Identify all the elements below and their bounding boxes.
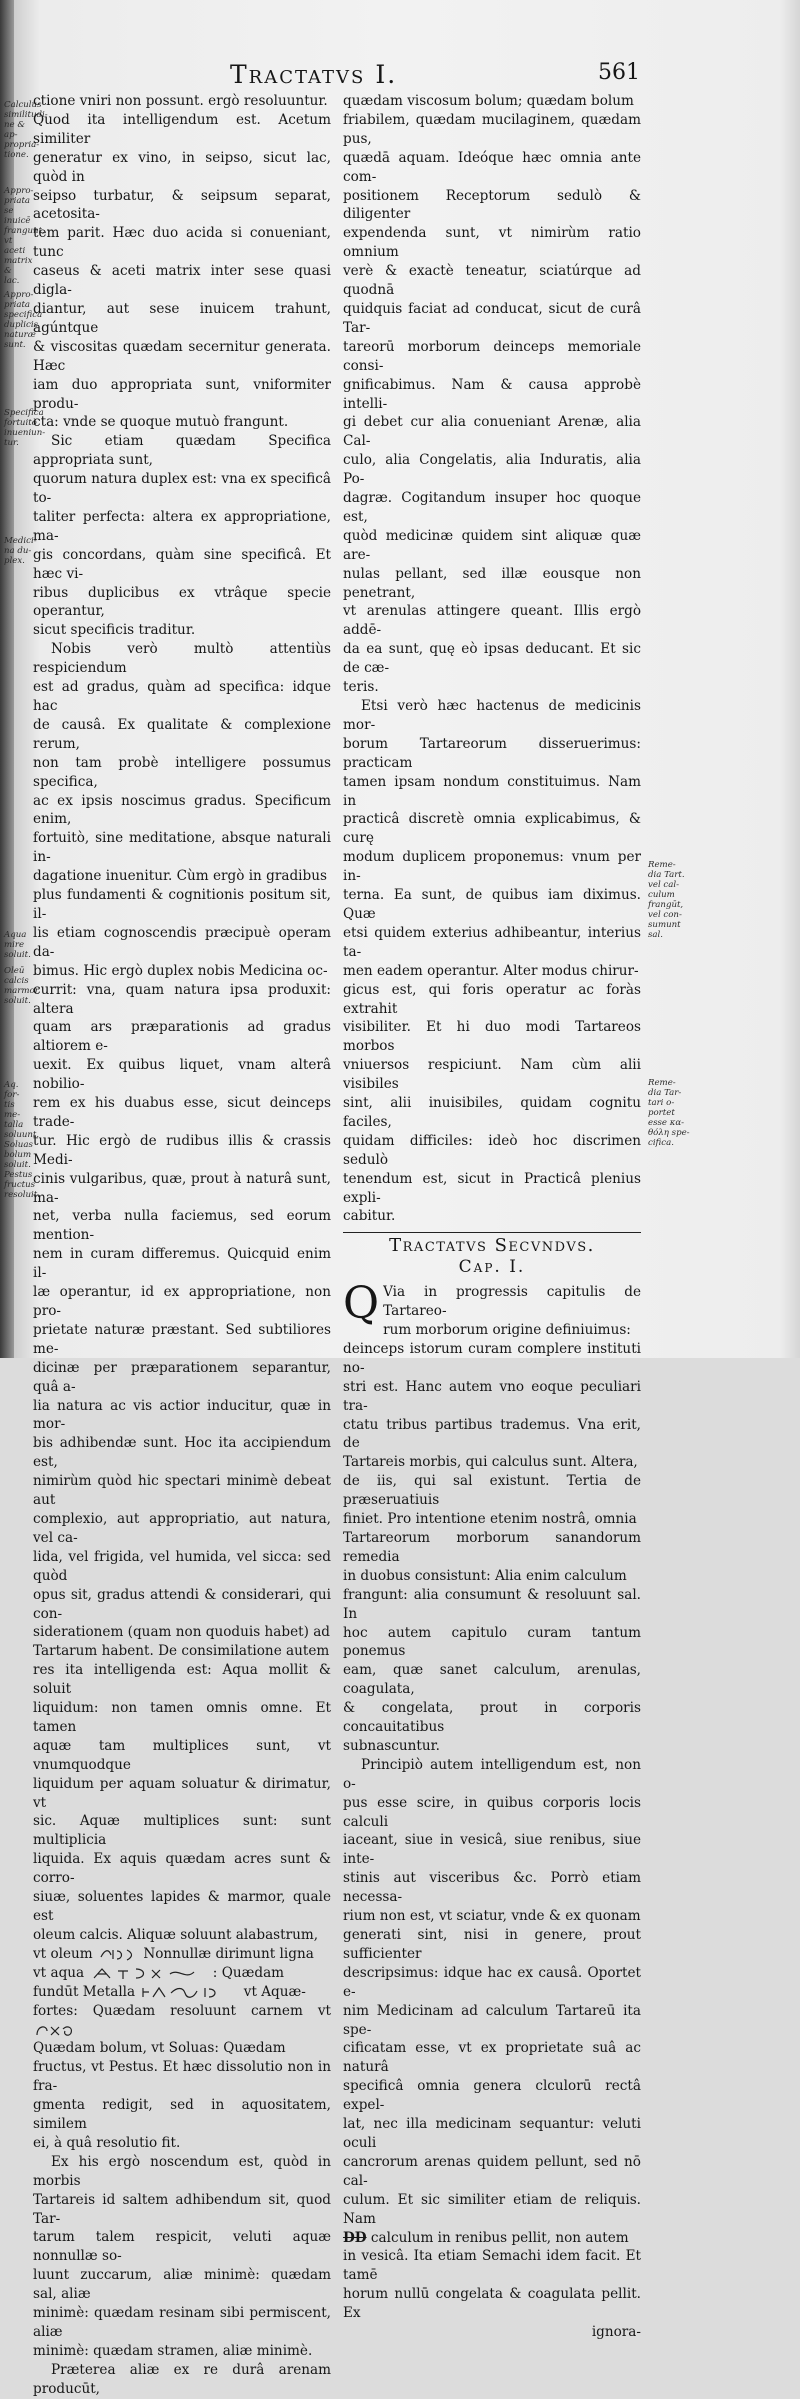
text-line: quidquis faciat ad conducat, sicut de curâ Tar- (343, 300, 641, 336)
text-line: nulas pellant, sed illæ eousque non penetrant, (343, 565, 641, 601)
text-line: horum nullū congelata & coagulata pellit. Ex (343, 2286, 641, 2322)
text-line: lida, vel frigida, vel humida, vel sicca: sed quòd (33, 1548, 331, 1584)
text-line: vniuersos respiciunt. Nam cùm alii visibiles (343, 1057, 641, 1093)
text-line: frangunt: alia consumunt & resoluunt sal. In (343, 1586, 641, 1622)
text-line: sicut specificis traditur. (33, 622, 196, 639)
margin-note-left: Calculus similitudi- ne & ap- propria- tione. (4, 100, 48, 160)
text-line: pus esse scire, in quibus corporis locis calculi (343, 1794, 641, 1830)
text-line: aquæ tam multiplices sunt, vt vnumquodque (33, 1737, 331, 1773)
text-line: rium non est, vt sciatur, vnde & ex quonam (343, 1908, 641, 1925)
text-line: stinis aut visceribus &c. Porrò etiam necessa- (343, 1870, 641, 1906)
running-header (230, 60, 640, 90)
text-line: gis concordans, quàm sine specificâ. Et hæc vi- (33, 546, 331, 582)
section-rule (343, 1232, 641, 1233)
text-line: bimus. Hic ergò duplex nobis Medicina oc- (33, 962, 328, 979)
text-line: Ex his ergò noscendum est, quòd in morbis (33, 2153, 331, 2189)
text-line: nim Medicinam ad calculum Tartareū ita spe- (343, 2002, 641, 2038)
catchword: ignora- (591, 2324, 641, 2341)
drop-capital: Q (343, 1278, 380, 1330)
margin-note-left: Medici- na du- plex. (4, 536, 37, 566)
text-line: rum morborum origine definiuimus: (383, 1322, 631, 1338)
text-line: minimè: quædam resinam sibi permiscent, aliæ (33, 2305, 331, 2340)
text-line: Via in progressis capitulis de Tartareo- (383, 1284, 641, 1320)
text-line: culo, alia Congelatis, alia Induratis, alia Po- (343, 452, 641, 488)
text-line: Principiò autem intelligendum est, non o- (343, 1756, 641, 1792)
text-line: ribus duplicibus ex vtrâque specie operantur, (33, 584, 331, 620)
text-line: læ operantur, id ex appropriatione, non pro- (33, 1284, 331, 1319)
text-line: cta: vnde se quoque mutuò frangunt. (33, 414, 289, 431)
text-line: Tartareis morbis, qui calculus sunt. Altera, (343, 1454, 638, 1471)
text-line: bis adhibendæ sunt. Hoc ita accipiendum est, (33, 1435, 331, 1471)
text-line: lia natura ac vis actior inducitur, quæ in mor- (33, 1397, 331, 1433)
text-line: men eadem operantur. Alter modus chirur- (343, 962, 639, 979)
symbol-line: vt aqua : Quædam (33, 1964, 285, 1981)
text-line: currit: vna, quam natura ipsa produxit: altera (33, 981, 331, 1017)
text-line: tem parit. Hæc duo acida si conueniant, tunc (33, 225, 331, 261)
text-line: & viscositas quædam secernitur generata. Hæc (33, 338, 331, 374)
text-line: liquida. Ex aquis quædam acres sunt & corro- (33, 1851, 331, 1887)
margin-note-left: Specifica fortuitò inueniun- tur. (4, 408, 46, 448)
text-line: friabilem, quædam mucilaginem, quædam pus, (343, 111, 641, 147)
text-line: Nobis verò multò attentiùs respiciendum (33, 641, 331, 677)
text-line: etsi quidem exterius adhibeantur, interius ta- (343, 924, 641, 960)
text-line: Etsi verò hæc hactenus de medicinis mor- (343, 698, 641, 733)
text-line: liquidum per aquam soluatur & dirimatur, vt (33, 1775, 331, 1811)
text-line: practicâ discretè omnia explicabimus, & curę (343, 811, 641, 847)
symbol-line: Quædam bolum, vt Soluas: Quædam (33, 2040, 286, 2057)
text-line: culum. Et sic similiter etiam de reliquis. Nam (343, 2191, 641, 2227)
text-line: stri est. Hanc autem vno eoque peculiari tra- (343, 1378, 641, 1414)
text-line: liquidum: non tamen omnis omne. Et tamen (33, 1700, 331, 1735)
text-line: minimè: quædam stramen, aliæ minimè. (33, 2342, 313, 2359)
text-line: gmenta redigit, sed in aquositatem, similem (33, 2097, 331, 2132)
text-line: tenendum est, sicut in Practicâ plenius expli- (343, 1170, 641, 1206)
text-line: & congelata, prout in corporis concauitatibus (343, 1700, 641, 1736)
text-line: gi debet cur alia conueniant Arenæ, alia Cal- (343, 414, 641, 450)
text-line: fructus, vt Pestus. Et hæc dissolutio non in fra- (33, 2059, 331, 2095)
alchemical-symbol-icon (88, 1966, 208, 1980)
text-line: oleum calcis. Aliquæ soluunt alabastrum, (33, 1926, 319, 1943)
text-line: teris. (343, 679, 379, 696)
margin-note-left: Appro- priata se inuicē frangunt, vt aceti matrix & lac. (4, 186, 45, 286)
text-line: dagræ. Cogitandum insuper hoc quoque est, (343, 490, 641, 525)
margin-note-left: Appro- priata specifica duplicis naturæ sunt. (4, 290, 43, 350)
text-line: expendenda sunt, vt nimirùm ratio omnium (343, 225, 641, 261)
text-line: Tartarum habent. De consimilatione autem (33, 1643, 330, 1660)
struck-abbreviation: DD (343, 2229, 367, 2246)
text-line: sic. Aquæ multiplices sunt: sunt multiplicia (33, 1813, 331, 1849)
left-column (33, 92, 331, 2399)
text-line: eam, quæ sanet calculum, arenulas, coagulata, (343, 1662, 641, 1698)
text-line: quorum natura duplex est: vna ex specificâ to- (33, 471, 331, 507)
text-line: res ita intelligenda est: Aqua mollit & soluit (33, 1662, 331, 1698)
text-line: vt arenulas attingere queant. Illis ergò addē- (343, 603, 641, 639)
text-line: rem ex his duabus esse, sicut deinceps trade- (33, 1095, 331, 1130)
text-line: de iis, qui sal existunt. Tertia de præseruatiuis (343, 1473, 641, 1509)
text-line: tareorū morborum deinceps memoriale consi- (343, 338, 641, 374)
text-line: est ad gradus, quàm ad specifica: idque hac (33, 679, 331, 714)
alchemical-symbol-icon (139, 1985, 239, 1999)
text-line: opus sit, gradus attendi & considerari, qui con- (33, 1586, 331, 1622)
text-line: borum Tartareorum disseruerimus: practicam (343, 735, 641, 771)
text-line: hoc autem capitulo curam tantum ponemus (343, 1624, 641, 1660)
text-line: tarum talem respicit, veluti aquæ nonnullæ so- (33, 2229, 331, 2265)
text-line: generati sint, nisi in genere, prout sufficienter (343, 1927, 641, 1962)
margin-note-left: Oleū calcis marmor soluit. (4, 966, 39, 1006)
text-line: Tartareorum morborum sanandorum remedia (343, 1529, 641, 1565)
margin-note-left: Aq. for- tis me- talla soluunt. Soluas bolum soluit. Pestus fructus resoluit. (4, 1080, 40, 1200)
text-line: gnificabimus. Nam & causa approbè intelli- (343, 376, 641, 412)
text-line: gicus est, qui foris operatur ac foràs extrahit (343, 981, 641, 1017)
text-line: quædam viscosum bolum; quædam bolum (343, 93, 634, 109)
text-line: da ea sunt, quę eò ipsas deducant. Et sic de cæ- (343, 641, 641, 677)
text-line: visibiliter. Et hi duo modi Tartareos morbos (343, 1019, 641, 1055)
text-line: deinceps istorum curam complere instituti no- (343, 1340, 641, 1376)
text-line: taliter perfecta: altera ex appropriatione, ma- (33, 508, 331, 544)
running-title: Tractatvs I. (230, 60, 398, 89)
text-line: finiet. Pro intentione etenim nostrâ, omnia (343, 1511, 637, 1528)
text-line: Tartareis id saltem adhibendum sit, quod Tar- (33, 2191, 331, 2227)
text-line: verè & exactè teneatur, sciatúrque ad quodnā (343, 263, 641, 299)
text-line: diantur, aut sese inuicem trahunt, agúntque (33, 300, 331, 336)
text-line: ei, à quâ resolutio fit. (33, 2134, 181, 2151)
text-line: quædā aquam. Ideóque hæc omnia ante com- (343, 149, 641, 185)
text-line: quòd medicinæ quidem sint aliquæ quæ are- (343, 527, 641, 563)
alchemical-symbol-icon (33, 2023, 75, 2037)
text-line: tamen ipsam nondum constituimus. Nam in (343, 773, 641, 809)
text-line: de causâ. Ex qualitate & complexione rerum, (33, 716, 331, 752)
text-line: iaceant, siue in vesicâ, siue renibus, siue inte- (343, 1832, 641, 1868)
text-line: complexio, aut appropriatio, aut natura, vel ca- (33, 1510, 331, 1546)
alchemical-symbol-icon (97, 1947, 139, 1961)
text-line: Præterea aliæ ex re durâ arenam producūt, (33, 2361, 331, 2397)
text-line: ctatu tribus partibus trademus. Vna erit, de (343, 1416, 641, 1452)
text-line: subnascuntur. (343, 1737, 440, 1754)
text-line: specificâ omnia genera clculorū rectâ expel- (343, 2078, 641, 2114)
text-line: ac ex ipsis noscimus gradus. Specificum enim, (33, 792, 331, 828)
symbol-line: fundūt Metalla vt Aquæ- (33, 1983, 306, 2000)
text-line: ctione vniri non possunt. ergò resoluuntur. (33, 93, 328, 109)
margin-note-right: Reme- dia Tar- tari o- portet esse κα- θόλη spe- cifica. (648, 1078, 690, 1148)
text-line: quam ars præparationis ad gradus altiorem e- (33, 1019, 331, 1055)
text-line: plus fundamenti & cognitionis positum sit, il- (33, 887, 331, 922)
page-number: 561 (598, 60, 640, 85)
text-line: cificatam esse, vt ex proprietate suâ ac naturâ (343, 2040, 641, 2076)
treatise-two-title: Tractatvs Secvndvs. (389, 1235, 595, 1257)
text-line: dagatione inuenitur. Cùm ergò in gradibus (33, 868, 327, 885)
chapter-title: Cap. I. (458, 1257, 526, 1278)
text-line: tur. Hic ergò de rudibus illis & crassis Medi- (33, 1132, 331, 1168)
right-column (343, 92, 641, 2342)
margin-note-right: Reme- dia Tart. vel cal- culum frangūt, vel con- sumunt sal. (648, 860, 685, 940)
text-line: prietate naturæ præstant. Sed subtiliores me- (33, 1321, 331, 1357)
text-line: modum duplicem proponemus: vnum per in- (343, 849, 641, 885)
text-line: dicinæ per præparationem separantur, quâ a- (33, 1359, 331, 1395)
text-line: iam duo appropriata sunt, vniformiter produ- (33, 376, 331, 412)
text-line: cabitur. (343, 1208, 396, 1225)
text-line: cancrorum arenas quidem pellunt, sed nō cal- (343, 2153, 641, 2189)
text-line: quidam difficiles: ideò hoc discrimen sedulò (343, 1132, 641, 1168)
text-line: lis etiam cognoscendis præcipuè operam da- (33, 924, 331, 960)
text-line: nem in curam differemus. Quicquid enim il- (33, 1246, 331, 1282)
text-line: fortuitò, sine meditatione, absque naturali in- (33, 830, 331, 866)
text-line: seipso turbatur, & seipsum separat, acetosita- (33, 187, 331, 223)
text-line: generatur ex vino, in seipso, sicut lac, quòd in (33, 149, 331, 185)
text-line: luunt zuccarum, aliæ minimè: quædam sal, aliæ (33, 2267, 331, 2303)
text-line: descripsimus: idque hac ex causâ. Oportet e- (343, 1964, 641, 2000)
symbol-line: vt oleum Nonnullæ dirimunt ligna (33, 1945, 314, 1962)
text-line: uexit. Ex quibus liquet, vnam alterâ nobilio- (33, 1057, 331, 1093)
text-line: positionem Receptorum sedulò & diligenter (343, 187, 641, 223)
text-line: DD calculum in renibus pellit, non autem (343, 2229, 629, 2246)
symbol-line: fortes: Quædam resoluunt carnem vt (33, 2002, 331, 2040)
margin-note-left: Aqua mire soluit. (4, 930, 31, 960)
text-line: Quod ita intelligendum est. Acetum similiter (33, 111, 331, 147)
text-line: in duobus consistunt: Alia enim calculum (343, 1567, 627, 1584)
text-line: terna. Ea sunt, de quibus iam diximus. Quæ (343, 887, 641, 922)
text-line: caseus & aceti matrix inter sese quasi digla- (33, 263, 331, 299)
text-line: Sic etiam quædam Specifica appropriata sunt, (33, 433, 331, 469)
text-line: net, verba nulla faciemus, sed eorum mention- (33, 1208, 331, 1244)
text-line: lat, nec illa medicinam sequantur: veluti oculi (343, 2116, 641, 2151)
text-line: in vesicâ. Ita etiam Semachi idem facit. Et tamē (343, 2248, 641, 2284)
text-line: siuæ, soluentes lapides & marmor, quale est (33, 1889, 331, 1924)
text-line: non tam probè intelligere possumus specifica, (33, 754, 331, 790)
text-line: nimirùm quòd hic spectari minimè debeat aut (33, 1473, 331, 1509)
text-line: siderationem (quam non quoduis habet) ad (33, 1624, 331, 1641)
text-line: cinis vulgaribus, quæ, prout à naturâ sunt, ma- (33, 1170, 331, 1206)
text-line: sint, alii inuisibiles, quidam cognitu faciles, (343, 1095, 641, 1130)
